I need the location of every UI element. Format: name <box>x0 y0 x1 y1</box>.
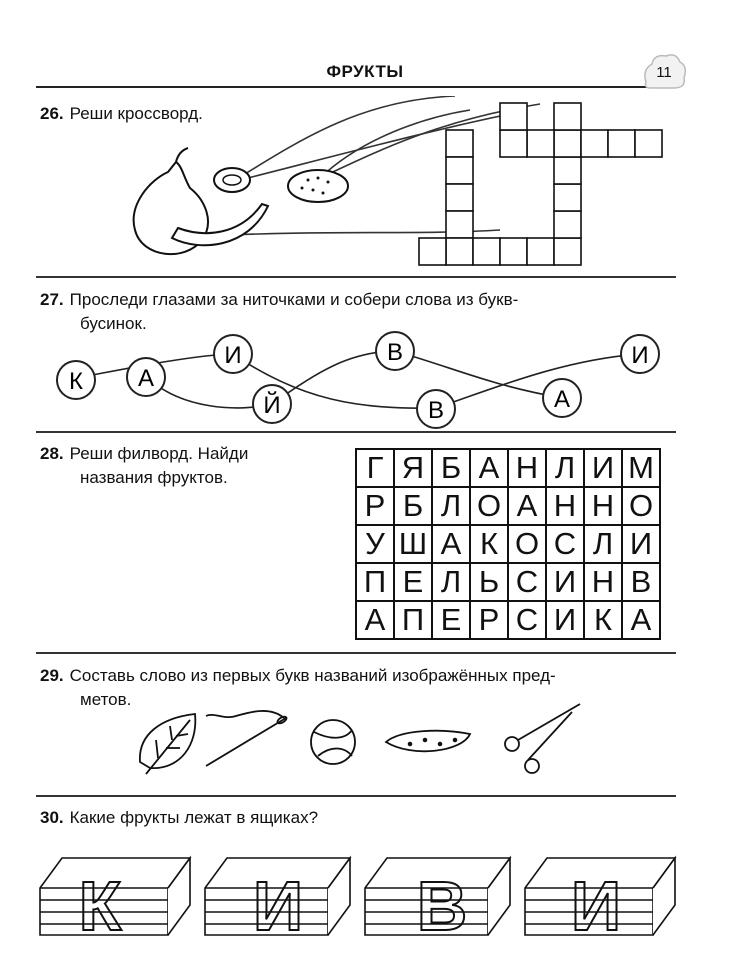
grid-cell: К <box>584 601 622 639</box>
grid-cell: А <box>508 487 546 525</box>
grid-cell: К <box>470 525 508 563</box>
svg-text:И: И <box>570 867 622 940</box>
grid-cell: Е <box>394 563 432 601</box>
task-number: 29. <box>40 666 64 685</box>
svg-text:В: В <box>386 339 404 366</box>
task-30-heading <box>40 806 318 830</box>
lemon-icon <box>288 170 348 202</box>
grid-cell: И <box>584 449 622 487</box>
grid-cell: Б <box>432 449 470 487</box>
grid-cell: Ь <box>470 563 508 601</box>
grid-cell: Р <box>470 601 508 639</box>
svg-text:К: К <box>78 867 122 940</box>
fillword-grid <box>355 448 661 640</box>
grid-cell: И <box>546 601 584 639</box>
grid-cell: И <box>622 525 660 563</box>
grid-cell: М <box>622 449 660 487</box>
task-28-heading <box>40 442 248 490</box>
task-text-line1: Реши филворд. Найди <box>69 444 249 463</box>
task-text: Какие фрукты лежат в ящиках? <box>69 808 319 827</box>
grid-cell: П <box>356 563 394 601</box>
grid-cell: П <box>394 601 432 639</box>
grid-cell: Л <box>432 563 470 601</box>
grid-cell: Н <box>508 449 546 487</box>
bead-1 <box>57 361 95 399</box>
bead-7 <box>543 379 581 417</box>
bead-6 <box>417 390 455 428</box>
grid-cell: У <box>356 525 394 563</box>
svg-text:И: И <box>224 342 242 369</box>
cucumber-icon <box>386 731 470 752</box>
bead-4 <box>253 385 291 423</box>
crossword-area <box>120 96 680 276</box>
bead-2 <box>127 358 165 396</box>
svg-text:К: К <box>69 368 83 395</box>
task-text: Реши кроссворд. <box>69 104 203 123</box>
grid-cell: Я <box>394 449 432 487</box>
bead-3 <box>214 335 252 373</box>
grid-cell: А <box>432 525 470 563</box>
section-divider <box>36 652 676 654</box>
grid-cell: А <box>356 601 394 639</box>
grid-cell: Е <box>432 601 470 639</box>
svg-text:И: И <box>631 342 649 369</box>
grid-cell: Г <box>356 449 394 487</box>
ball-icon <box>311 720 355 764</box>
svg-text:Й: Й <box>263 392 281 419</box>
grid-cell: С <box>508 563 546 601</box>
task-number: 28. <box>40 444 64 463</box>
header-rule <box>36 86 676 88</box>
task-text-line2: названия фруктов. <box>80 468 228 487</box>
grid-cell: Н <box>546 487 584 525</box>
grid-cell: С <box>546 525 584 563</box>
scissors-icon <box>505 704 580 773</box>
task-number: 27. <box>40 290 64 309</box>
leaf-icon <box>140 714 195 774</box>
needle-icon <box>206 711 288 766</box>
grid-cell: О <box>470 487 508 525</box>
section-divider <box>36 276 676 278</box>
svg-text:В: В <box>427 397 445 424</box>
box-2 <box>205 858 350 940</box>
task-text-line1: Проследи глазами за ниточками и собери слова из букв- <box>69 290 519 309</box>
page-number-badge <box>640 52 688 92</box>
section-divider <box>36 431 676 433</box>
svg-text:А: А <box>553 386 571 413</box>
box-4 <box>525 858 675 940</box>
section-divider <box>36 795 676 797</box>
task-text-line2: бусинок. <box>80 314 147 333</box>
grid-cell: Л <box>546 449 584 487</box>
svg-text:И: И <box>252 867 304 940</box>
grid-cell: И <box>546 563 584 601</box>
grid-cell: Б <box>394 487 432 525</box>
grid-cell: Л <box>432 487 470 525</box>
grid-cell: А <box>622 601 660 639</box>
grid-cell: Р <box>356 487 394 525</box>
grid-cell: А <box>470 449 508 487</box>
task-text-line1: Составь слово из первых букв названий изображённых пред- <box>69 666 556 685</box>
svg-text:В: В <box>416 867 468 940</box>
task-number: 30. <box>40 808 64 827</box>
page-title: ФРУКТЫ <box>326 62 404 81</box>
grid-cell: Н <box>584 563 622 601</box>
bead-8 <box>621 335 659 373</box>
grid-cell: Ш <box>394 525 432 563</box>
grid-cell: О <box>508 525 546 563</box>
bead-5 <box>376 332 414 370</box>
kiwi-slice-icon <box>214 168 250 192</box>
items-row <box>120 700 600 790</box>
beads-area <box>40 330 690 430</box>
box-1 <box>40 858 190 940</box>
box-3 <box>365 858 510 940</box>
svg-text:А: А <box>137 365 155 392</box>
grid-cell: С <box>508 601 546 639</box>
grid-cell: Л <box>584 525 622 563</box>
task-number: 26. <box>40 104 64 123</box>
crossword-grid <box>419 103 662 265</box>
grid-cell: О <box>622 487 660 525</box>
task-27-heading <box>40 288 680 336</box>
grid-cell: Н <box>584 487 622 525</box>
page-number: 11 <box>656 64 672 81</box>
boxes-row <box>30 840 700 940</box>
grid-cell: В <box>622 563 660 601</box>
task-text-line2: метов. <box>80 690 132 709</box>
